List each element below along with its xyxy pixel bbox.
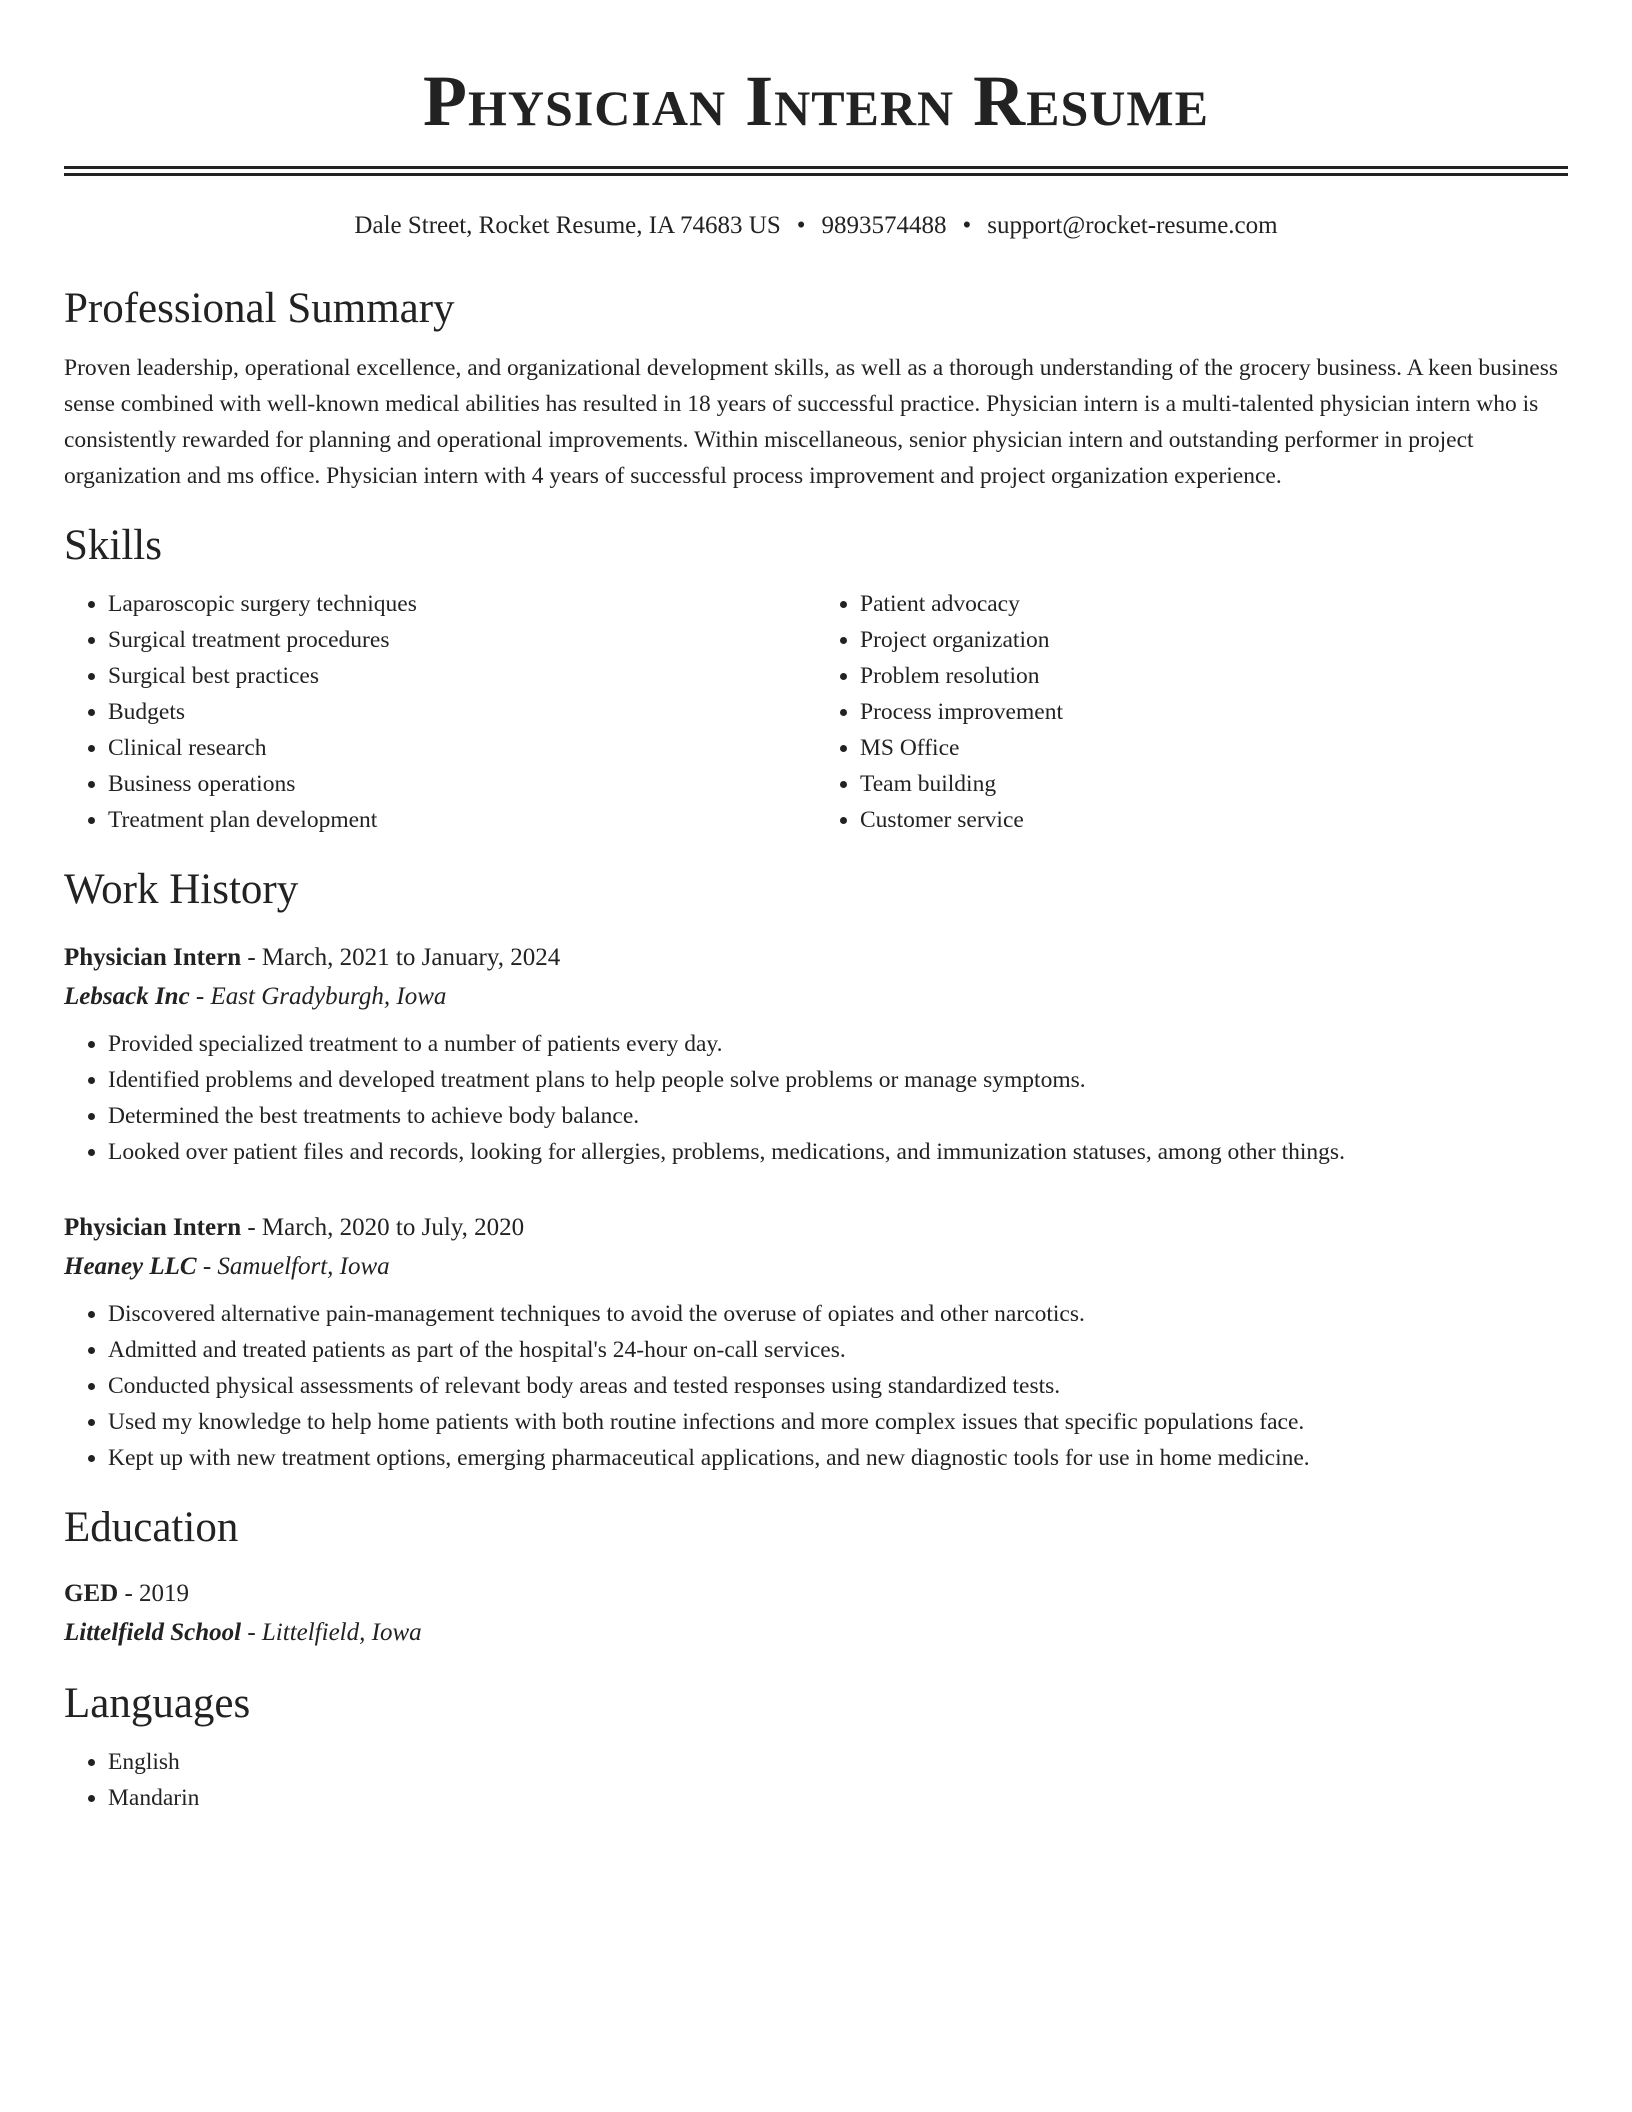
job-title-line [64, 1208, 1568, 1248]
skill-item: • Budgets [108, 694, 816, 730]
education-heading: Education [64, 1504, 239, 1551]
job-company-line [64, 978, 1568, 1016]
contact-line [64, 209, 1568, 243]
education-school-line [64, 1614, 1568, 1652]
skills-list-left [64, 586, 816, 838]
languages-heading: Languages [64, 1680, 251, 1727]
job-title-line [64, 938, 1568, 978]
job-entry [64, 1208, 1568, 1476]
job-bullet: • Conducted physical assessments of relevant body areas and tested responses using standardized tests. [108, 1368, 1568, 1404]
education-school: Littelfield School [64, 1619, 242, 1646]
skill-item: • Project organization [860, 622, 1568, 658]
skill-item: • Team building [860, 766, 1568, 802]
job-bullet: • Discovered alternative pain-management techniques to avoid the overuse of opiates and other narcotics. [108, 1296, 1568, 1332]
job-title: Physician Intern [64, 1214, 242, 1241]
work-history-heading: Work History [64, 866, 299, 913]
contact-separator: • [796, 212, 806, 239]
job-location: - East Gradyburgh, Iowa [189, 983, 447, 1010]
job-bullet: • Kept up with new treatment options, emerging pharmaceutical applications, and new diagnostic tools for use in home medicine. [108, 1440, 1568, 1476]
job-dates: - March, 2021 to January, 2024 [241, 944, 561, 971]
skill-item: • Patient advocacy [860, 586, 1568, 622]
job-bullet: • Identified problems and developed treatment plans to help people solve problems or manage symptoms. [108, 1062, 1568, 1098]
skill-item: • Clinical research [108, 730, 816, 766]
job-company-line [64, 1248, 1568, 1286]
job-bullet: • Admitted and treated patients as part of the hospital's 24-hour on-call services. [108, 1332, 1568, 1368]
job-bullet: • Determined the best treatments to achieve body balance. [108, 1098, 1568, 1134]
skill-item: • Surgical treatment procedures [108, 622, 816, 658]
job-bullet: • Used my knowledge to help home patients with both routine infections and more complex issues that specific populations face. [108, 1404, 1568, 1440]
resume-title: Physician Intern Resume [423, 61, 1209, 141]
job-bullet: • Provided specialized treatment to a number of patients every day. [108, 1026, 1568, 1062]
education-entry [64, 1574, 1568, 1652]
skill-item: • Customer service [860, 802, 1568, 838]
skills-list-right [816, 586, 1568, 838]
skill-item: • Problem resolution [860, 658, 1568, 694]
skill-item: • Treatment plan development [108, 802, 816, 838]
job-location: - Samuelfort, Iowa [196, 1253, 390, 1280]
job-bullet: • Looked over patient files and records, looking for allergies, problems, medications, and immunization statuses, among other things. [108, 1134, 1568, 1170]
title-double-rule [64, 166, 1568, 176]
contact-address: Dale Street, Rocket Resume, IA 74683 US [354, 212, 781, 239]
education-year: - 2019 [118, 1580, 190, 1607]
education-degree-line [64, 1574, 1568, 1614]
skills-heading: Skills [64, 522, 162, 569]
language-item: • Mandarin [108, 1780, 1568, 1816]
job-company: Lebsack Inc [64, 983, 190, 1010]
language-item: • English [108, 1744, 1568, 1780]
summary-heading: Professional Summary [64, 285, 455, 332]
job-entry [64, 938, 1568, 1170]
skill-item: • Business operations [108, 766, 816, 802]
job-dates: - March, 2020 to July, 2020 [241, 1214, 525, 1241]
job-title: Physician Intern [64, 944, 242, 971]
education-degree: GED [64, 1580, 119, 1607]
contact-separator: • [962, 212, 972, 239]
education-location: - Littelfield, Iowa [241, 1619, 422, 1646]
contact-phone: 9893574488 [821, 212, 947, 239]
contact-email: support@rocket-resume.com [987, 212, 1278, 239]
languages-list [64, 1744, 1568, 1816]
summary-text: Proven leadership, operational excellence, and organizational development skills, as well as a thorough understanding of the grocery business. A keen business sense combined with well-known medical abilities has resulted in 18 years of successful practice. Physician intern is a multi-talented physician intern who is consistently rewarded for planning and operational improvements. Within miscellaneous, senior physician intern and outstanding performer in project organization and ms office. Physician intern with 4 years of successful process improvement and project organization experience. [64, 355, 1559, 489]
skill-item: • MS Office [860, 730, 1568, 766]
job-bullets [64, 1026, 1568, 1170]
skills-columns [64, 586, 1568, 838]
job-company: Heaney LLC [64, 1253, 197, 1280]
job-bullets [64, 1296, 1568, 1476]
skill-item: • Process improvement [860, 694, 1568, 730]
skill-item: • Laparoscopic surgery techniques [108, 586, 816, 622]
skill-item: • Surgical best practices [108, 658, 816, 694]
